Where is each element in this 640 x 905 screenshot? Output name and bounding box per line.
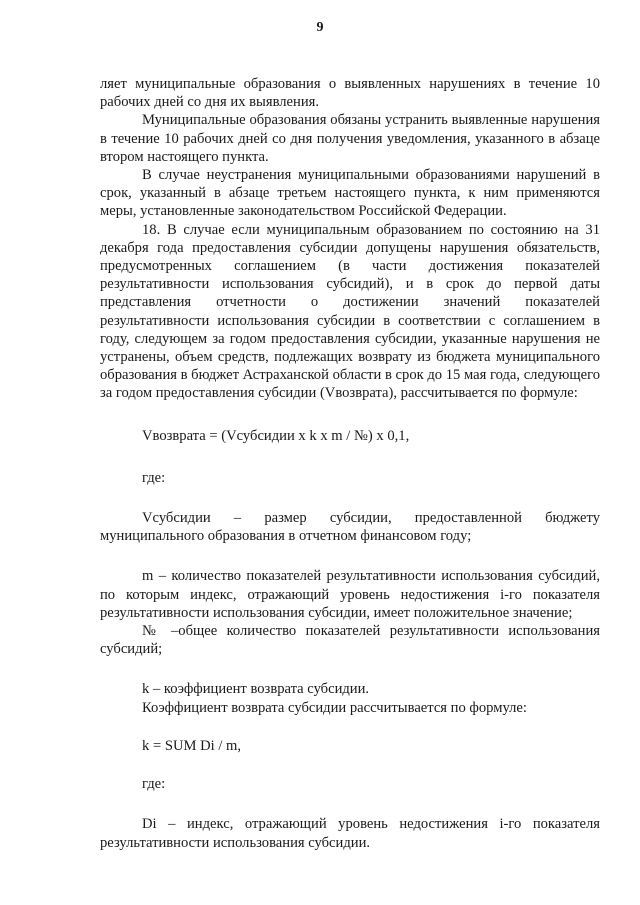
definition-vsubsidy: Vсубсидии – размер субсидии, предоставленной бюджету муниципального образования в отчетном финансовом году; xyxy=(100,510,600,545)
where-label: где: xyxy=(142,469,166,486)
paragraph-item-18: 18. В случае если муниципальным образованием по состоянию на 31 декабря года предоставления субсидии допущены нарушения обязательств, предусмотренных соглашением (в части достижения показателей результативности использования субсидий), и в срок до первой даты представления отчетности о достижении значений показателей результативности использования субсидии в соответствии с соглашением в году, следующем за годом предоставления субсидии, указанные нарушения не устранены, объем средств, подлежащих возврату из бюджета муниципального образования в бюджет Астраханской области в срок до 15 мая года, следующего за годом предоставления субсидии (Vвозврата), рассчитывается по формуле: xyxy=(100,221,600,402)
paragraph-obligation: Муниципальные образования обязаны устранить выявленные нарушения в течение 10 рабочих дней со дня получения уведомления, указанного в абзаце втором настоящего пункта. xyxy=(100,112,600,165)
definition-total: № –общее количество показателей результативности использования субсидий; xyxy=(100,623,600,658)
document-body xyxy=(100,75,600,852)
page-number: 9 xyxy=(316,20,324,35)
definition-k: k – коэффициент возврата субсидии. xyxy=(142,681,370,698)
formula-coefficient: k = SUM Di / m, xyxy=(142,737,242,754)
definition-m: m – количество показателей результативности использования субсидий, по которым индекс, отражающий уровень недостижения i-го показателя результативности использования субсидии, имеет положительное значение; xyxy=(100,568,600,621)
definition-di: Di – индекс, отражающий уровень недостижения i-го показателя результативности использования субсидии. xyxy=(100,816,600,851)
paragraph-measures: В случае неустранения муниципальными образованиями нарушений в срок, указанный в абзаце третьем настоящего пункта, к ним применяются меры, установленные законодательством Российской Федерации. xyxy=(100,167,600,220)
formula-refund: Vвозврата = (Vсубсидии x k x m / №) x 0,1, xyxy=(142,427,410,444)
paragraph-notification: ляет муниципальные образования о выявленных нарушениях в течение 10 рабочих дней со дня их выявления. xyxy=(100,76,600,111)
where-label-2: где: xyxy=(142,776,166,793)
coefficient-intro: Коэффициент возврата субсидии рассчитывается по формуле: xyxy=(142,699,527,716)
